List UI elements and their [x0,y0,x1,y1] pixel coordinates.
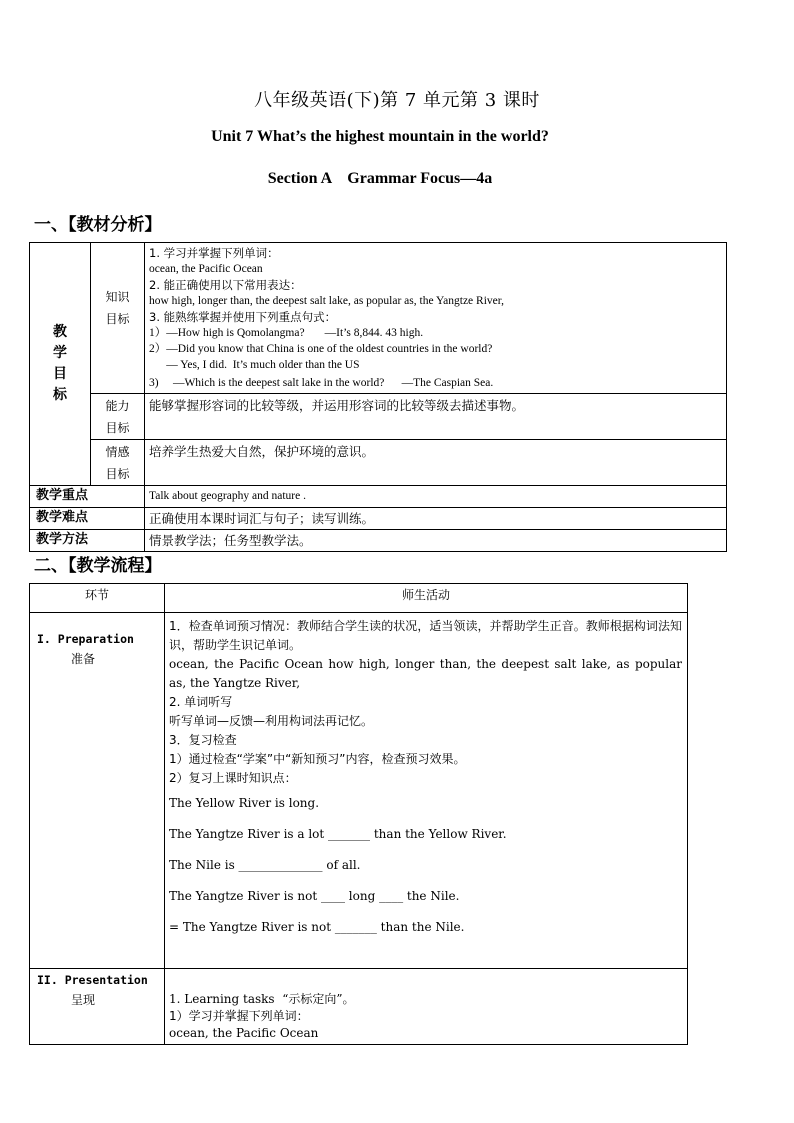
section2-heading: 二、【教学流程】 [34,556,162,576]
method-content: 情景教学法；任务型教学法。 [145,530,727,552]
ability-goal-content: 能够掌握形容词的比较等级，并运用形容词的比较等级去描述事物。 [145,394,727,440]
document-title: 八年级英语(下)第 7 单元第 3 课时 [254,90,540,111]
emotion-goal-content: 培养学生热爱大自然，保护环境的意识。 [145,440,727,486]
preparation-stage: I. Preparation 准备 [30,613,165,969]
teaching-goals-label: 教 学 目 标 [30,243,91,486]
key-point-content: Talk about geography and nature . [145,486,727,508]
stage-column-header: 环节 [30,584,165,613]
difficulty-content: 正确使用本课时词汇与句子；读写训练。 [145,508,727,530]
emotion-goal-label: 情感 目标 [91,440,145,486]
unit-title: Unit 7 What’s the highest mountain in the world? [211,128,549,145]
section-title: Section A Grammar Focus—4a [267,170,493,187]
teaching-process-table [29,583,688,1045]
material-analysis-table [29,242,727,552]
preparation-activity: 1．检查单词预习情况：教师结合学生读的状况，适当领读，并帮助学生正音。教师根据构词法知识，帮助学生识记单词。 ocean, the Pacific Ocean how high, longer than, the deepest salt lake, as popular as, the Yangtze River, 2. 单词听写 听写单词—反馈—利用构词法再记忆。 3．复习检查 1）通过检查“学案”中“新知预习”内容，检查预习效果。 2）复习上课时知识点： The Yellow River is long. The Yangtze River is a lot _______ than the Yellow River. The Nile is ______________ of all. The Yangtze River is not ____ long ____ the Nile. = The Yangtze River is not _______ than the Nile. [165,613,688,969]
difficulty-label: 教学难点 [30,508,145,530]
key-point-label: 教学重点 [30,486,145,508]
presentation-activity: 1. Learning tasks “示标定向”。 1）学习并掌握下列单词： ocean, the Pacific Ocean [165,969,688,1045]
knowledge-goal-label: 知识 目标 [91,243,145,394]
activity-column-header: 师生活动 [165,584,688,613]
presentation-stage: II. Presentation 呈现 [30,969,165,1045]
section1-heading: 一、【教材分析】 [34,215,162,235]
knowledge-goal-content: 1. 学习并掌握下列单词： ocean, the Pacific Ocean 2. 能正确使用以下常用表达： how high, longer than, the deepest salt lake, as popular as, the Yangtze River, 3. 能熟练掌握并使用下列重点句式： 1）—How high is Qomolangma? —It’s 8,844. 43 high. 2）—Did you know that China is one of the oldest countries in the world? — Yes, I did. It’s much older than the US 3) —Which is the deepest salt lake in the world? —The Caspian Sea. [145,243,727,394]
ability-goal-label: 能力 目标 [91,394,145,440]
method-label: 教学方法 [30,530,145,552]
